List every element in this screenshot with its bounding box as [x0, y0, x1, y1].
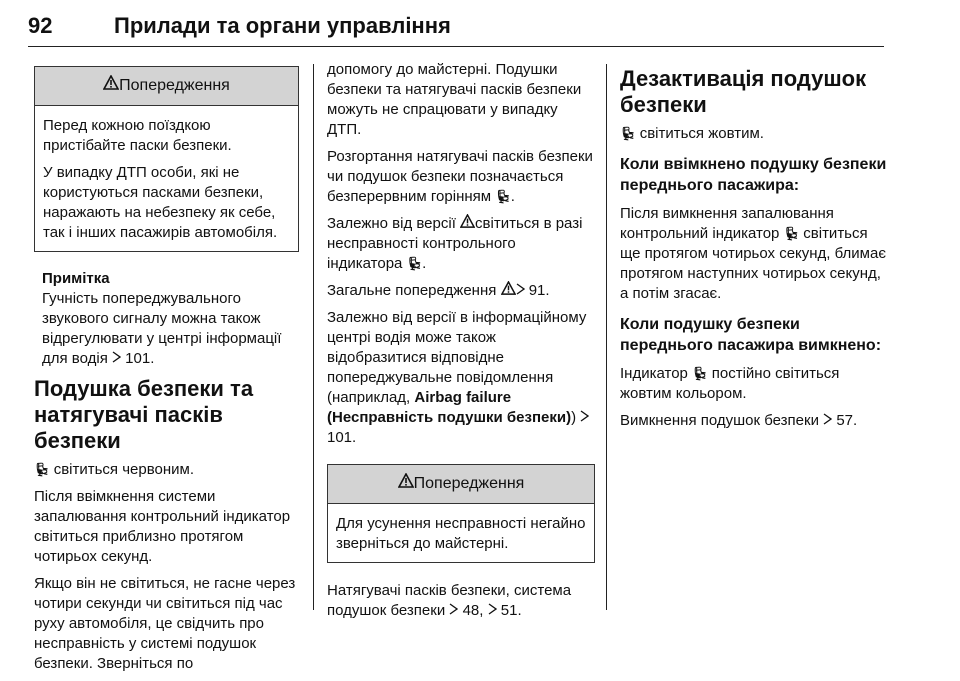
punctuation: . — [422, 255, 427, 272]
paragraph-text: Індикатор — [620, 365, 688, 382]
page-reference-arrow-icon — [112, 349, 121, 369]
page-reference-arrow-icon — [823, 411, 832, 431]
section-heading: Дезактивація подушок безпеки — [620, 66, 867, 117]
airbag-off-indicator-icon: 💺︎ — [620, 126, 636, 141]
page-ref: 57. — [836, 412, 858, 429]
paragraph — [620, 411, 888, 431]
warning-triangle-icon — [103, 67, 119, 105]
note-title: Примітка — [42, 270, 110, 287]
paragraph-text: постійно світиться жовтим кольором. — [620, 365, 840, 402]
section-heading: Подушка безпеки та натягувачі пасків безпеки — [34, 376, 254, 453]
punctuation: ) — [571, 409, 577, 426]
punctuation: . — [510, 188, 515, 205]
paragraph-text: світиться жовтим. — [639, 125, 764, 142]
airbag-indicator-icon: 💺︎ — [495, 189, 511, 204]
warning-title: Попередження — [119, 77, 230, 94]
note-text — [42, 289, 299, 369]
column-divider — [313, 64, 314, 610]
airbag-off-indicator-icon: 💺︎ — [783, 226, 800, 241]
warning-header — [35, 67, 298, 106]
paragraph — [327, 281, 595, 301]
note-text-content: Гучність попереджувального звукового сигналу можна також відрегулювати у центрі інформації для водія — [42, 290, 282, 367]
page-reference-arrow-icon — [516, 281, 525, 301]
airbag-indicator-icon: 💺︎ — [34, 462, 50, 477]
paragraph — [620, 124, 888, 144]
paragraph-text: Натягувачі пасків безпеки, система подушок безпеки — [327, 582, 572, 619]
page-title: Прилади та органи управління — [114, 13, 451, 38]
page-reference-arrow-icon — [449, 601, 458, 621]
paragraph-text: світиться в разі несправності контрольного індикатора — [327, 215, 583, 272]
paragraph — [34, 460, 299, 480]
paragraph — [327, 581, 595, 621]
warning-paragraph: Перед кожною поїздкою пристібайте паски безпеки. — [43, 117, 232, 154]
paragraph-text: світиться червоним. — [53, 461, 194, 478]
warning-paragraph: У випадку ДТП особи, які не користуються пасками безпеки, наражають на небезпеку як себе, так і інших пасажирів автомобіля. — [43, 164, 278, 241]
message-text: Airbag failure (Несправність подушки безпеки) — [327, 389, 572, 426]
paragraph — [327, 214, 595, 274]
page-ref: 48, — [462, 602, 484, 619]
warning-paragraph: Для усунення несправності негайно зверніться до майстерні. — [336, 515, 586, 552]
warning-triangle-icon — [398, 465, 414, 503]
warning-box — [34, 66, 299, 252]
warning-triangle-icon — [460, 214, 475, 234]
airbag-off-indicator-icon: 💺︎ — [692, 366, 708, 381]
airbag-indicator-icon: 💺︎ — [406, 256, 423, 271]
page-header — [28, 6, 884, 47]
page-number: 92 — [28, 13, 53, 38]
paragraph — [620, 364, 888, 404]
paragraph — [327, 308, 595, 448]
paragraph-text: Після вимкнення запалювання контрольний індикатор — [620, 205, 834, 242]
paragraph: Якщо він не світиться, не гасне через чотири секунди чи світиться під час руху автомобіля, це свідчить про несправність у системі подушок безпеки. Зверніться по — [34, 575, 296, 672]
column-1 — [34, 66, 299, 681]
paragraph — [327, 147, 595, 207]
note-page-ref: 101. — [125, 350, 155, 367]
paragraph-text: Загальне попередження — [327, 282, 497, 299]
column-2 — [327, 60, 595, 628]
column-divider — [606, 64, 607, 610]
warning-body — [328, 504, 594, 562]
warning-body — [35, 106, 298, 251]
page-reference-arrow-icon — [488, 601, 497, 621]
page-reference-arrow-icon — [580, 408, 589, 428]
paragraph-text: Розгортання натягувачі пасків безпеки чи подушок безпеки позначається безперервним горінням — [327, 148, 593, 205]
paragraph: допомогу до майстерні. Подушки безпеки та натягувачі пасків безпеки можуть не спрацювати у випадку ДТП. — [327, 61, 582, 138]
warning-title: Попередження — [413, 475, 525, 492]
subsection-heading: Коли подушку безпеки переднього пасажира вимкнено: — [620, 316, 882, 354]
paragraph-text: світиться ще протягом чотирьох секунд, блимає протягом наступних чотирьох секунд, а потім згасає. — [620, 225, 886, 302]
subsection-heading: Коли ввімкнено подушку безпеки переднього пасажира: — [620, 156, 887, 194]
warning-box — [327, 464, 595, 563]
paragraph — [620, 204, 888, 304]
page-ref: 101. — [327, 429, 357, 446]
paragraph: Після ввімкнення системи запалювання контрольний індикатор світиться приблизно протягом чотирьох секунд. — [34, 488, 291, 565]
warning-triangle-icon — [501, 281, 516, 301]
paragraph-text: Залежно від версії в інформаційному центрі водія може також відобразитися відповідне попереджувальне повідомлення (наприклад, — [327, 309, 587, 406]
page-ref: 51. — [500, 602, 522, 619]
paragraph-text: Залежно від версії — [327, 215, 456, 232]
warning-header — [328, 465, 594, 504]
column-3 — [620, 66, 888, 438]
paragraph-text: Вимкнення подушок безпеки — [620, 412, 819, 429]
page-ref: 91. — [528, 282, 550, 299]
